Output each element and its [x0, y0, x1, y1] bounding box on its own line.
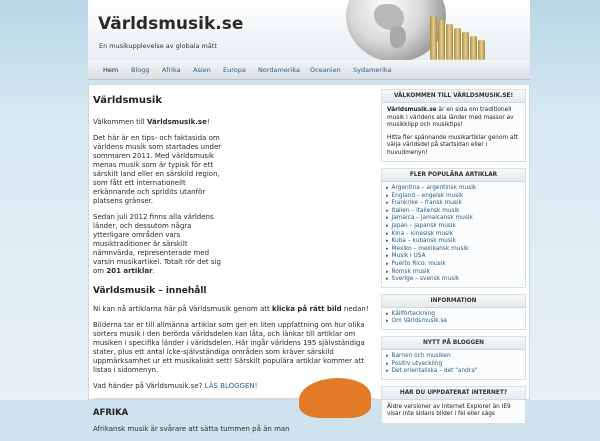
nav-oceanien[interactable]: Oceanien [310, 66, 341, 74]
page-wrapper [88, 0, 530, 433]
arrow-icon: ▸ [386, 222, 389, 229]
popular-link[interactable]: ▸ Japan – japansk musik [386, 222, 456, 229]
blog-link[interactable]: ▸ Barnen och musiken [386, 352, 451, 359]
sidebar-welcome-text: Världsmusik.se är en sida om traditionell musik i världens alla länder med massor av musikklipp och musiktips! [387, 107, 514, 128]
arrow-icon: ▸ [386, 253, 389, 260]
arrow-icon: ▸ [386, 368, 389, 375]
popular-link[interactable]: ▸ Jamaica – jamaicansk musik [386, 215, 473, 222]
arrow-icon: ▸ [386, 310, 389, 317]
sidebar-browser-text: Äldre versioner av Internet Explorer än IE9 visar inte sidans bilder i fel eller sägs [387, 403, 511, 418]
nav-nordamerika[interactable]: Nordamerika [258, 66, 300, 74]
arrow-icon: ▸ [386, 352, 389, 359]
popular-link[interactable]: ▸ Argentina – argentinsk musik [386, 185, 477, 191]
click-paragraph: Ni kan nå artiklarna här på Världsmusik genom att klicka på rätt bild nedan! [93, 305, 369, 313]
sidebar-info-heading: INFORMATION [382, 295, 525, 308]
description-paragraph: Bilderna tar er till allmänna artiklar som ger en liten uppfattning om hur olika sorters musik i den berörda världsdelen kan låta, och länkar till artiklar om musiken i specifika länder i världsdelen. Här ingår världens 195 självständiga stater, plus ett antal icke-självständiga områden som kräver särskild uppmärksamhet ur ett musikaliskt sett! Särskilt populära artiklar kommer att listas i sidomenyn. [93, 321, 365, 374]
section-africa-title: AFRIKA [93, 408, 129, 418]
arrow-icon: ▸ [386, 192, 389, 199]
welcome-text: Välkommen till Världsmusik.se! [93, 118, 210, 126]
site-header [88, 0, 530, 60]
intro-paragraph: Det här är en tips- och faktasida om världens musik som startades under sommaren 2011. Med världsmusik menas musik som är typisk för ett särskilt land eller en särskild region, som fått ett internationellt erkännande och spridits utanför platsens gränser. [93, 134, 222, 205]
sidebar-welcome-text-2: Hitta fler spännande musikartiklar genom att välja världsdel på startsidan eller i huvudmenyn! [387, 134, 519, 156]
info-link[interactable]: ▸ Om Världsmusik.se [386, 318, 448, 325]
sidebar-blog-heading: NYTT PÅ BLOGGEN [382, 337, 525, 350]
popular-link[interactable]: ▸ Mexiko – mexikansk musik [386, 245, 469, 252]
arrow-icon: ▸ [386, 268, 389, 275]
sidebar-popular [381, 168, 526, 288]
popular-link[interactable]: ▸ Sverige – svensk musik [386, 276, 460, 283]
arrow-icon: ▸ [386, 260, 389, 267]
stats-paragraph: Sedan juli 2012 finns alla världens länder, och dessutom några ytterligare områden vars musiktraditioner är särskilt nämnvärda, representerade med varsin musikartikel. Totalt rör det sig om 201 artiklar. [93, 213, 221, 275]
nav-blogg[interactable]: Blogg [131, 66, 150, 74]
popular-link[interactable]: ▸ Kuba – kubansk musik [386, 238, 456, 245]
nav-hem[interactable]: Hem [103, 66, 119, 74]
arrow-icon: ▸ [386, 245, 389, 252]
arrow-icon: ▸ [386, 215, 389, 222]
arrow-icon: ▸ [386, 238, 389, 245]
popular-link[interactable]: ▸ England – engelsk musik [386, 192, 464, 199]
sidebar [381, 89, 526, 430]
nav-europa[interactable]: Europa [223, 66, 246, 74]
sidebar-info [381, 294, 526, 330]
popular-link[interactable]: ▸ Romsk musik [386, 268, 431, 275]
blog-prompt: Vad händer på Världsmusik.se? LÄS BLOGGEN! [93, 382, 258, 390]
blog-link[interactable]: ▸ Det orientaliska – det "andra" [386, 368, 478, 375]
sidebar-browser [381, 386, 526, 424]
blog-link[interactable]: ▸ Positiv utveckling [386, 360, 443, 367]
sidebar-welcome [381, 89, 526, 162]
nav-asien[interactable]: Asien [193, 66, 211, 74]
site-title[interactable]: Världsmusik.se [98, 14, 244, 34]
arrow-icon: ▸ [386, 230, 389, 237]
arrow-icon: ▸ [386, 200, 389, 207]
popular-link[interactable]: ▸ Musik i USA [386, 253, 426, 260]
sidebar-popular-heading: FLER POPULÄRA ARTIKLAR [382, 169, 525, 182]
site-tagline: En musikupplevelse av globala mått [99, 42, 217, 50]
nav-sydamerika[interactable]: Sydamerika [353, 66, 392, 74]
main-area [88, 84, 530, 433]
sidebar-blog [381, 336, 526, 380]
popular-link[interactable]: ▸ Kina – kinesisk musik [386, 230, 454, 237]
popular-link[interactable]: ▸ Puerto Rico: musik [386, 260, 446, 267]
sidebar-welcome-heading: VÄLKOMMEN TILL VÄRLDSMUSIK.SE! [382, 90, 525, 103]
africa-paragraph: Afrikansk musik är svårare att sätta tummen på än man [93, 425, 290, 433]
arrow-icon: ▸ [386, 276, 389, 283]
arrow-icon: ▸ [386, 185, 389, 191]
arrow-icon: ▸ [386, 207, 389, 214]
read-blog-link[interactable]: LÄS BLOGGEN! [204, 382, 258, 390]
popular-link[interactable]: ▸ Italien – italiensk musik [386, 207, 460, 214]
content-heading: Världsmusik – innehåll [93, 286, 207, 296]
arrow-icon: ▸ [386, 360, 389, 367]
info-link[interactable]: ▸ Källförteckning [386, 310, 435, 317]
page-title: Världsmusik [93, 95, 162, 106]
africa-map-image[interactable] [299, 378, 371, 418]
main-nav [88, 60, 530, 80]
arrow-icon: ▸ [386, 318, 389, 325]
popular-link[interactable]: ▸ Frankrike – fransk musik [386, 200, 462, 207]
sidebar-browser-heading: HAR DU UPPDATERAT INTERNET? [382, 387, 525, 400]
nav-afrika[interactable]: Afrika [162, 66, 181, 74]
panpipe-icon [428, 14, 498, 60]
